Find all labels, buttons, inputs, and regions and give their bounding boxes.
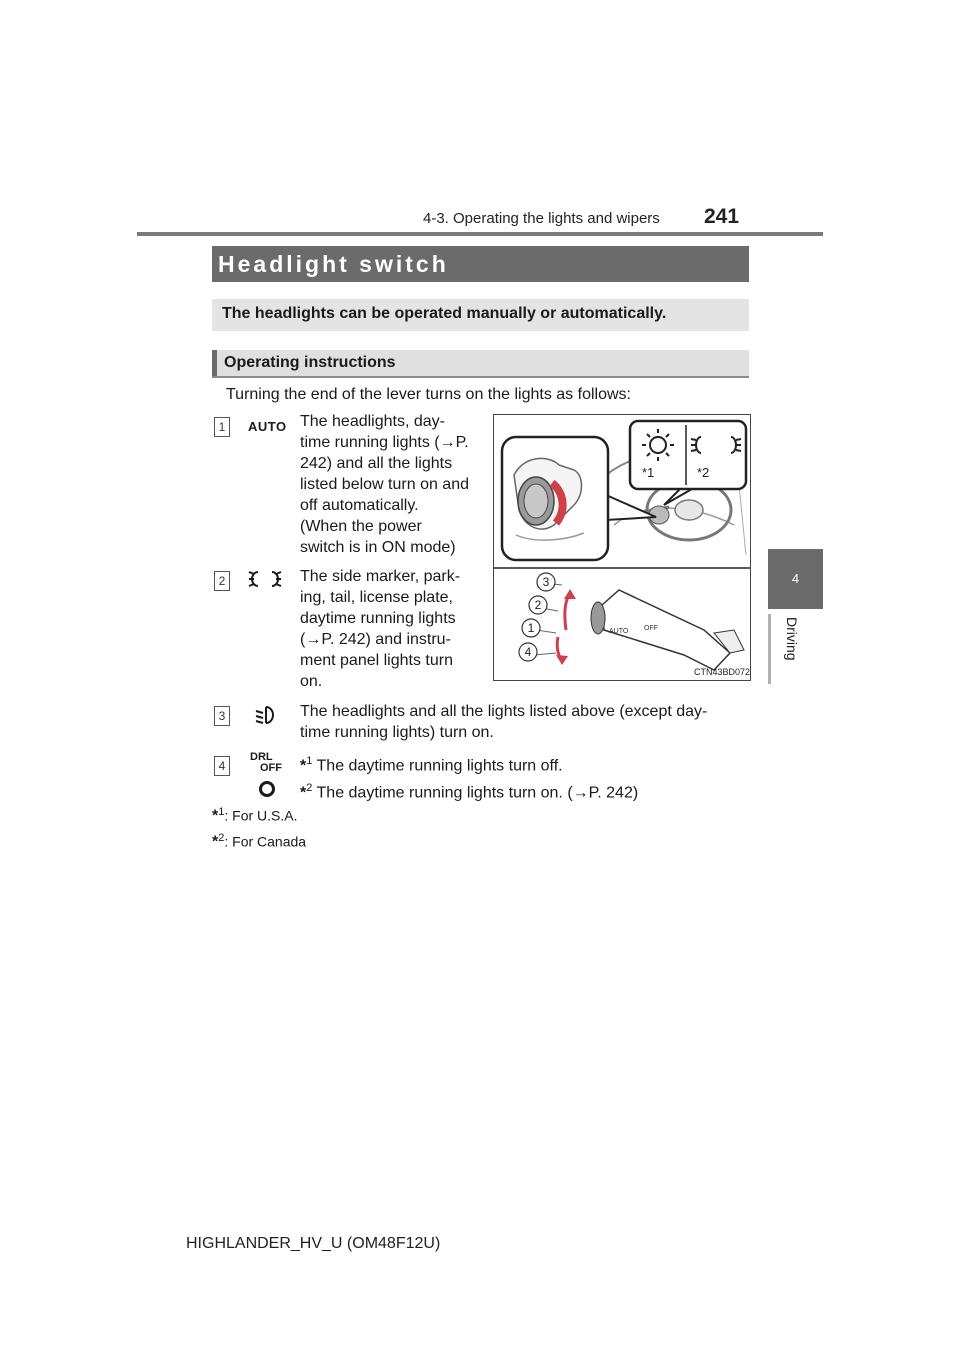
page-title: Headlight switch	[218, 251, 449, 277]
intro-box	[212, 299, 749, 331]
footnote: *$^2$: For Canada	[212, 832, 307, 851]
item-description: The side marker, park- ing, tail, license plate, daytime running lights (→P. 242) and instru- ment panel lights turn on.	[300, 568, 461, 690]
figure-label-4: 4	[524, 645, 532, 659]
item-description: The headlights, day- time running lights (→P. 242) and all the lights listed below turn on and off automatically. (When the power switch is in ON mode)	[300, 413, 469, 556]
subheading-marker	[212, 350, 217, 376]
subheading-bar	[212, 350, 749, 378]
lead-text: Turning the end of the lever turns on the lights as follows:	[226, 386, 631, 403]
item-number: 2	[214, 571, 230, 591]
item-number: 4	[214, 756, 230, 776]
headlight-switch-figure	[493, 414, 751, 681]
chapter-label-text: Driving	[784, 617, 800, 661]
figure-label-3: 3	[542, 575, 550, 589]
item-description: The headlights and all the lights listed above (except day- time running lights) turn on.	[300, 703, 708, 741]
page-number: 241	[704, 205, 740, 228]
item-number: 3	[214, 706, 230, 726]
item-number: 1	[214, 417, 230, 437]
power-ring-icon	[258, 780, 276, 798]
chapter-tab: 4	[768, 549, 823, 609]
figure-code: CTN43BD072	[694, 667, 750, 677]
intro-text: The headlights can be operated manually or automatically.	[222, 305, 667, 322]
auto-text-icon: AUTO	[248, 419, 287, 434]
svg-text:OFF: OFF	[644, 625, 658, 632]
drl-off-icon: DRL OFF	[250, 751, 282, 774]
light-icons-callout	[630, 421, 746, 505]
document-code-footer: HIGHLANDER_HV_U (OM48F12U)	[186, 1235, 441, 1252]
figure-label-1: 1	[527, 621, 535, 635]
callout-mark-1: *1	[642, 465, 655, 480]
headlight-low-beam-icon	[254, 703, 280, 727]
header-rule	[137, 232, 823, 236]
figure-illustration	[494, 415, 750, 680]
chapter-label	[770, 617, 820, 677]
callout-mark-2: *2	[697, 465, 710, 480]
footnote: *$^1$: For U.S.A.	[212, 806, 298, 825]
page-title-bar	[212, 246, 749, 282]
svg-text:AUTO: AUTO	[609, 628, 629, 635]
side-marker-lights-icon	[248, 566, 282, 592]
section-path: 4-3. Operating the lights and wipers	[423, 210, 660, 227]
figure-label-2: 2	[534, 598, 542, 612]
subheading: Operating instructions	[224, 354, 396, 371]
drl-note-1: *$^1$ The daytime running lights turn off.	[300, 755, 563, 775]
drl-note-2: *$^2$ The daytime running lights turn on. (→P. 242)	[300, 782, 639, 802]
lever-closeup	[519, 573, 750, 677]
